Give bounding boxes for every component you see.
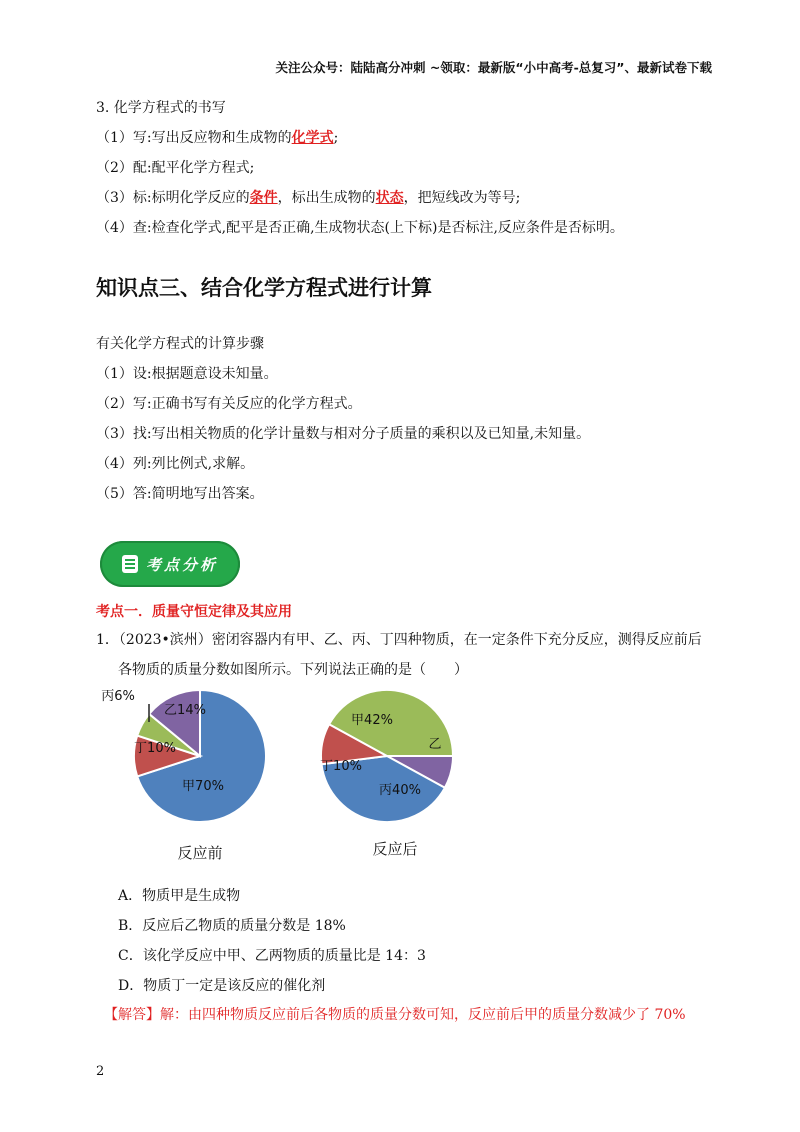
section-title: 3. 化学方程式的书写 <box>96 100 226 116</box>
pie-charts-svg <box>100 684 480 864</box>
step-balance: （2）配:配平化学方程式; <box>96 160 255 176</box>
kaodian-heading: 考点一．质量守恒定律及其应用 <box>96 604 292 620</box>
calc-intro: 有关化学方程式的计算步骤 <box>96 336 264 352</box>
chart-title-before: 反应前 <box>177 844 223 862</box>
slice-label: 丙40% <box>379 783 421 798</box>
slice-label: 甲42% <box>351 713 393 728</box>
slice-label: 乙 <box>428 737 442 752</box>
pie-after <box>320 690 453 822</box>
slice-label: 甲70% <box>182 779 224 794</box>
step-write-text: （1）写:写出反应物和生成物的 <box>96 130 292 146</box>
highlight-state: 状态 <box>375 190 404 206</box>
step-mark-end: ，把短线改为等号; <box>403 190 521 206</box>
answer-line <box>104 1004 686 1024</box>
page-header: 关注公众号：陆陆高分冲刺 ~领取：最新版“小中高考-总复习”、最新试卷下载 <box>275 60 712 75</box>
knowledge-heading: 知识点三、结合化学方程式进行计算 <box>96 276 432 300</box>
calc-step: （4）列:列比例式,求解。 <box>96 456 255 472</box>
calc-step: （5）答:简明地写出答案。 <box>96 486 264 502</box>
notebook-icon <box>122 555 138 573</box>
answer-tag: 【解答】 <box>104 1007 160 1023</box>
highlight-condition: 条件 <box>249 190 278 206</box>
slice-label: 丙6% <box>101 689 135 704</box>
pie-charts <box>100 684 480 864</box>
calc-step: （1）设:根据题意设未知量。 <box>96 366 278 382</box>
question-stem-cont: 各物质的质量分数如图所示。下列说法正确的是（ ） <box>118 662 468 678</box>
highlight-chemical-formula: 化学式 <box>291 130 334 146</box>
calc-step: （3）找:写出相关物质的化学计量数与相对分子质量的乘积以及已知量,未知量。 <box>96 426 591 442</box>
option-c: C．该化学反应中甲、乙两物质的质量比是 14：3 <box>118 948 426 964</box>
analysis-badge <box>100 541 240 587</box>
option-d: D．物质丁一定是该反应的催化剂 <box>118 978 326 994</box>
step-mark <box>96 188 520 208</box>
slice-label: 乙14% <box>164 703 206 718</box>
option-b: B．反应后乙物质的质量分数是 18% <box>118 918 346 934</box>
pie-before <box>101 689 266 822</box>
step-check: （4）查:检查化学式,配平是否正确,生成物状态(上下标)是否标注,反应条件是否标明。 <box>96 220 624 236</box>
badge-label: 考点分析 <box>145 555 218 574</box>
step-write <box>96 128 338 148</box>
page-number: 2 <box>96 1064 105 1079</box>
step-mark-text: （3）标:标明化学反应的 <box>96 190 250 206</box>
chart-title-after: 反应后 <box>372 840 418 858</box>
calc-step: （2）写:正确书写有关反应的化学方程式。 <box>96 396 362 412</box>
option-a: A．物质甲是生成物 <box>118 888 241 904</box>
slice-label: 丁10% <box>320 759 362 774</box>
step-mark-mid: ，标出生成物的 <box>277 190 376 206</box>
question-stem: 1．（2023•滨州）密闭容器内有甲、乙、丙、丁四种物质，在一定条件下充分反应，测得反应前后 <box>96 632 702 648</box>
step-write-end: ; <box>333 130 339 146</box>
slice-label: 丁10% <box>134 741 176 756</box>
answer-text: 解：由四种物质反应前后各物质的质量分数可知，反应前后甲的质量分数减少了 70% <box>160 1007 686 1023</box>
